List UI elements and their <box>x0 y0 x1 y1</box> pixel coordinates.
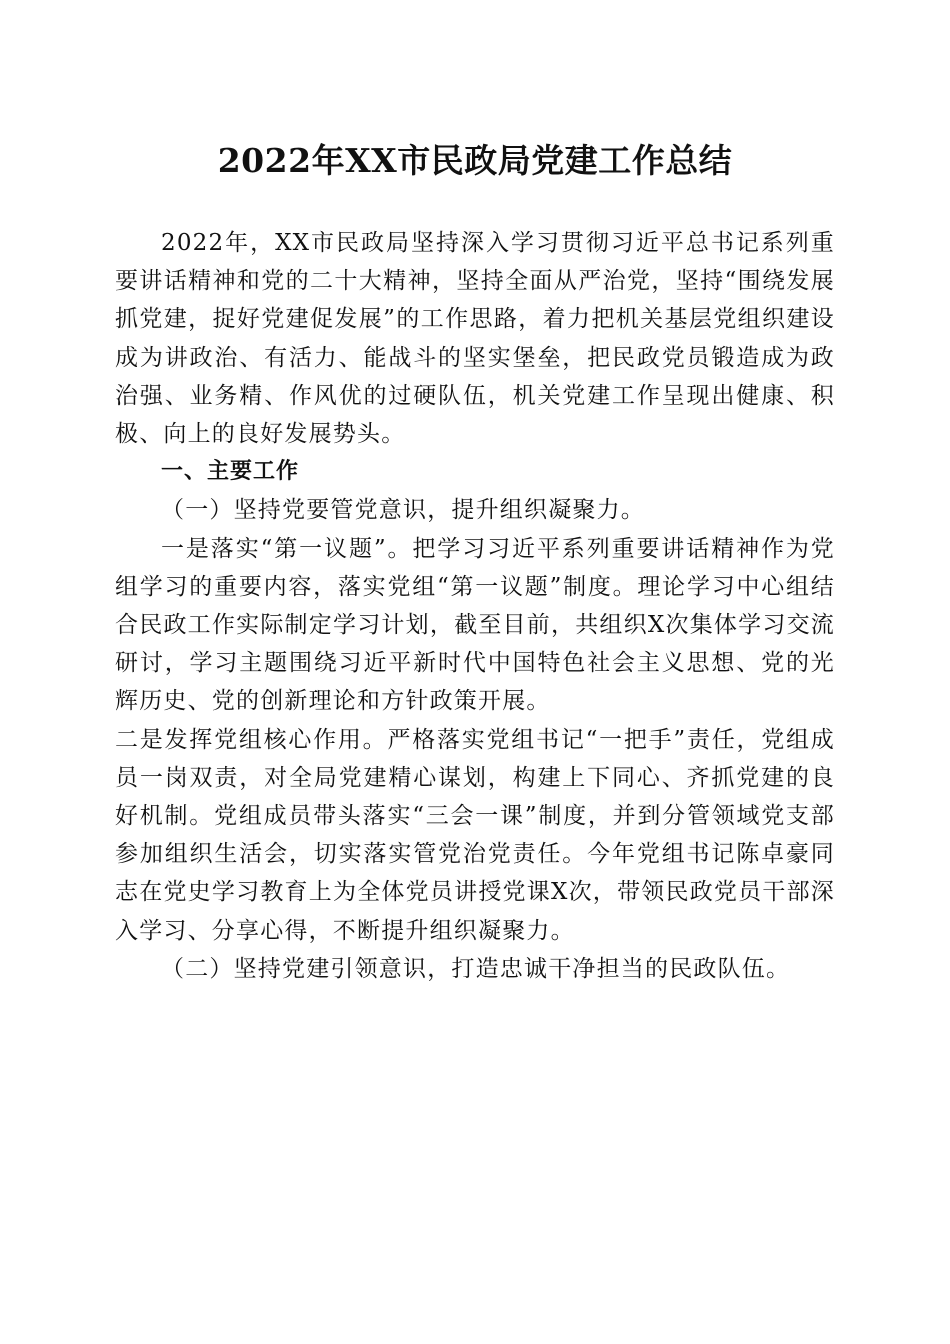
subsection-heading-1: （一）坚持党要管党意识，提升组织凝聚力。 <box>161 497 645 524</box>
document-title: 2022年XX市民政局党建工作总结 <box>217 141 733 180</box>
document-page <box>115 136 835 988</box>
intro-paragraph: 2022年，XX市民政局坚持深入学习贯彻习近平总书记系列重要讲话精神和党的二十大精神，坚持全面从严治党，坚持“围绕发展抓党建，捉好党建促发展”的工作思路，着力把机关基层党组织建设成为讲政治、有活力、能战斗的坚实堡垒，把民政党员锻造成为政治强、业务精、作风优的过硬队伍，机关党建工作呈现出健康、积极、向上的良好发展势头。 <box>115 230 835 448</box>
section-heading-main-work: 一、主要工作 <box>161 459 300 485</box>
subsection-heading-2: （二）坚持党建引领意识，打造忠诚干净担当的民政队伍。 <box>161 955 791 982</box>
body-paragraph-2: 二是发挥党组核心作用。严格落实党组书记“一把手”责任，党组成员一岗双责，对全局党建精心谋划，构建上下同心、齐抓党建的良好机制。党组成员带头落实“三会一课”制度，并到分管领域党支部参加组织生活会，切实落实管党治党责任。今年党组书记陈卓豪同志在党史学习教育上为全体党员讲授党课X次，带领民政党员干部深入学习、分享心得，不断提升组织凝聚力。 <box>115 726 835 944</box>
body-paragraph-1: 一是落实“第一议题”。把学习习近平系列重要讲话精神作为党组学习的重要内容，落实党组“第一议题”制度。理论学习中心组结合民政工作实际制定学习计划，截至目前，共组织X次集体学习交流研讨，学习主题围绕习近平新时代中国特色社会主义思想、党的光辉历史、党的创新理论和方针政策开展。 <box>115 535 835 715</box>
